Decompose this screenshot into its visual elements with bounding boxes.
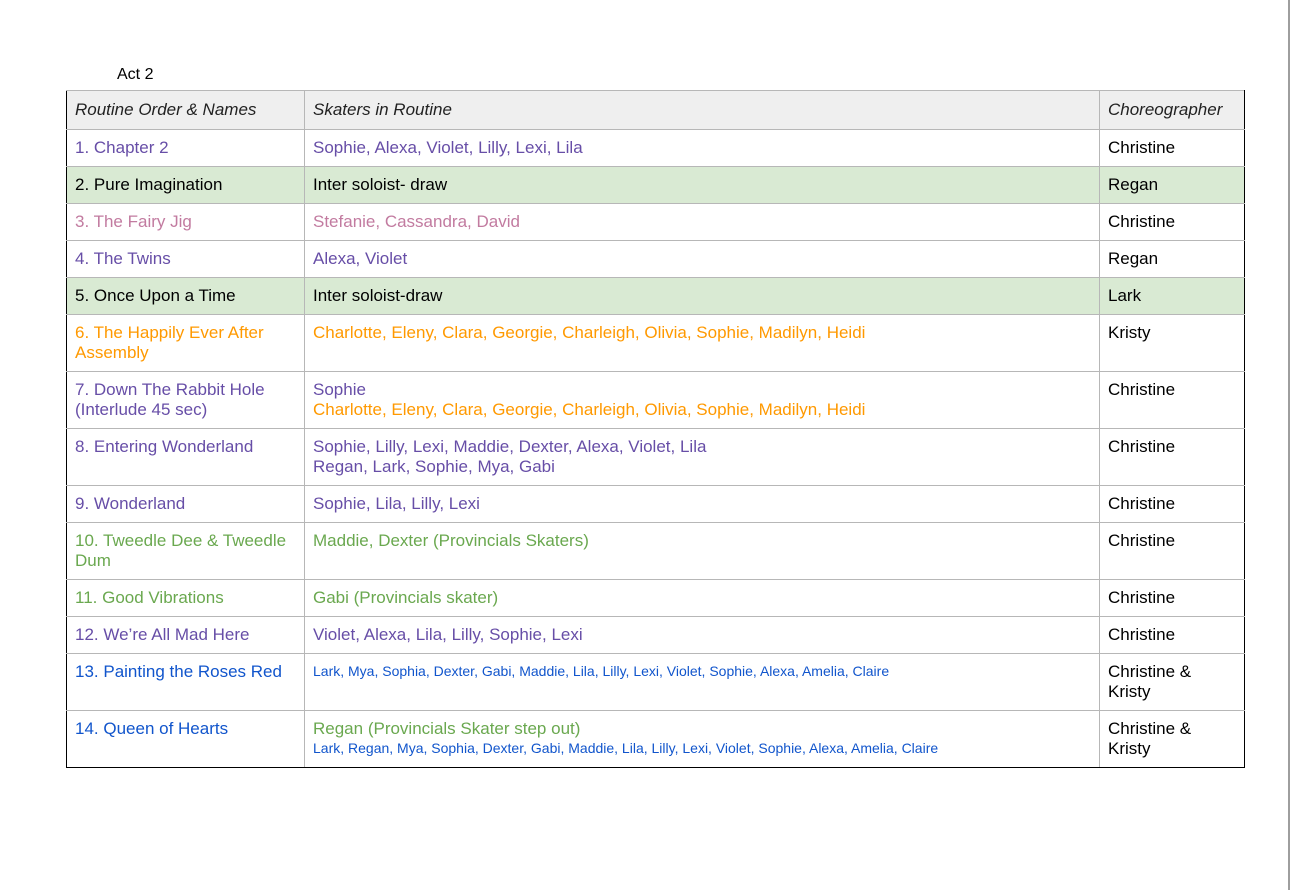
table-row xyxy=(67,523,1245,580)
choreographer-cell: Christine & Kristy xyxy=(1100,654,1245,711)
table-row xyxy=(67,278,1245,315)
routine-cell: 4. The Twins xyxy=(67,241,305,278)
skaters-line: Inter soloist-draw xyxy=(313,286,443,305)
routine-table xyxy=(66,90,1245,768)
choreographer-cell: Lark xyxy=(1100,278,1245,315)
routine-cell: 10. Tweedle Dee & Tweedle Dum xyxy=(67,523,305,580)
skaters-line: Sophie, Alexa, Violet, Lilly, Lexi, Lila xyxy=(313,138,583,157)
header-choreographer: Choreographer xyxy=(1100,91,1245,130)
routine-cell: 12. We’re All Mad Here xyxy=(67,617,305,654)
skaters-line: Stefanie, Cassandra, David xyxy=(313,212,520,231)
choreographer-cell: Christine xyxy=(1100,130,1245,167)
skaters-cell xyxy=(305,372,1100,429)
table-row xyxy=(67,711,1245,768)
skaters-cell xyxy=(305,580,1100,617)
skaters-line: Sophie xyxy=(313,380,366,399)
choreographer-cell: Christine xyxy=(1100,486,1245,523)
skaters-line: Charlotte, Eleny, Clara, Georgie, Charleigh, Olivia, Sophie, Madilyn, Heidi xyxy=(313,400,866,419)
routine-cell: 5. Once Upon a Time xyxy=(67,278,305,315)
routine-cell: 11. Good Vibrations xyxy=(67,580,305,617)
routine-cell: 14. Queen of Hearts xyxy=(67,711,305,768)
choreographer-cell: Christine xyxy=(1100,204,1245,241)
skaters-cell xyxy=(305,654,1100,711)
skaters-cell xyxy=(305,315,1100,372)
choreographer-cell: Regan xyxy=(1100,167,1245,204)
skaters-line: Alexa, Violet xyxy=(313,249,408,268)
table-row xyxy=(67,617,1245,654)
table-row xyxy=(67,372,1245,429)
skaters-cell xyxy=(305,711,1100,768)
skaters-cell xyxy=(305,167,1100,204)
skaters-line: Charlotte, Eleny, Clara, Georgie, Charleigh, Olivia, Sophie, Madilyn, Heidi xyxy=(313,323,866,342)
skaters-line: Gabi (Provincials skater) xyxy=(313,588,499,607)
table-row xyxy=(67,486,1245,523)
skaters-line: Lark, Regan, Mya, Sophia, Dexter, Gabi, Maddie, Lila, Lilly, Lexi, Violet, Sophie, Alexa, Amelia, Claire xyxy=(313,740,939,756)
routine-cell: 2. Pure Imagination xyxy=(67,167,305,204)
routine-cell: 7. Down The Rabbit Hole (Interlude 45 sec) xyxy=(67,372,305,429)
choreographer-cell: Christine xyxy=(1100,372,1245,429)
skaters-cell xyxy=(305,429,1100,486)
routine-cell: 3. The Fairy Jig xyxy=(67,204,305,241)
table-row xyxy=(67,130,1245,167)
routine-cell: 13. Painting the Roses Red xyxy=(67,654,305,711)
skaters-cell xyxy=(305,523,1100,580)
choreographer-cell: Christine & Kristy xyxy=(1100,711,1245,768)
table-row xyxy=(67,315,1245,372)
skaters-cell xyxy=(305,278,1100,315)
table-row xyxy=(67,204,1245,241)
header-row xyxy=(67,91,1245,130)
table-row xyxy=(67,580,1245,617)
skaters-line: Violet, Alexa, Lila, Lilly, Sophie, Lexi xyxy=(313,625,583,644)
routine-cell: 9. Wonderland xyxy=(67,486,305,523)
routine-cell: 1. Chapter 2 xyxy=(67,130,305,167)
skaters-line: Regan (Provincials Skater step out) xyxy=(313,719,581,738)
table-row xyxy=(67,654,1245,711)
skaters-line: Lark, Mya, Sophia, Dexter, Gabi, Maddie, Lila, Lilly, Lexi, Violet, Sophie, Alexa, Amelia, Claire xyxy=(313,663,890,679)
table-row xyxy=(67,429,1245,486)
skaters-line: Sophie, Lilly, Lexi, Maddie, Dexter, Alexa, Violet, Lila xyxy=(313,437,707,456)
skaters-line: Maddie, Dexter (Provincials Skaters) xyxy=(313,531,589,550)
skaters-cell xyxy=(305,204,1100,241)
skaters-line: Regan, Lark, Sophie, Mya, Gabi xyxy=(313,457,555,476)
skaters-cell xyxy=(305,617,1100,654)
routine-cell: 8. Entering Wonderland xyxy=(67,429,305,486)
table-row xyxy=(67,241,1245,278)
table-row xyxy=(67,167,1245,204)
choreographer-cell: Christine xyxy=(1100,523,1245,580)
skaters-cell xyxy=(305,241,1100,278)
choreographer-cell: Kristy xyxy=(1100,315,1245,372)
choreographer-cell: Christine xyxy=(1100,580,1245,617)
choreographer-cell: Christine xyxy=(1100,429,1245,486)
choreographer-cell: Regan xyxy=(1100,241,1245,278)
skaters-line: Sophie, Lila, Lilly, Lexi xyxy=(313,494,480,513)
skaters-cell xyxy=(305,130,1100,167)
header-skaters: Skaters in Routine xyxy=(305,91,1100,130)
routine-cell: 6. The Happily Ever After Assembly xyxy=(67,315,305,372)
act-caption: Act 2 xyxy=(117,66,154,83)
header-routine: Routine Order & Names xyxy=(67,91,305,130)
skaters-cell xyxy=(305,486,1100,523)
choreographer-cell: Christine xyxy=(1100,617,1245,654)
skaters-line: Inter soloist- draw xyxy=(313,175,448,194)
